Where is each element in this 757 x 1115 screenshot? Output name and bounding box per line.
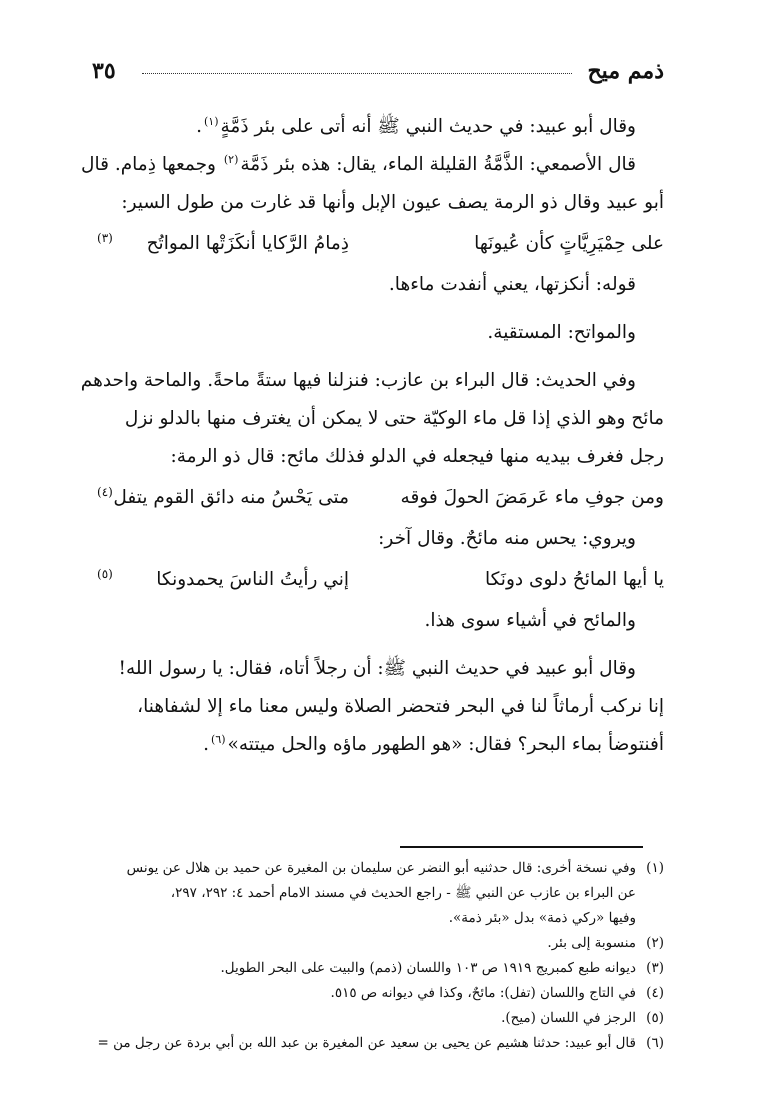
verse-second-hemistich: ذِمامُ الرَّكايا أنكَزَتْها المواتُح — [146, 233, 349, 254]
verse-first-hemistich: على حِمْيَرِيَّاتٍ كأن عُيونَها — [474, 233, 664, 254]
footnote-number: (٥) — [646, 1010, 664, 1026]
paragraph-line: وقال أبو عبيد في حديث النبي ﷺ: أن رجلاً أتاه، فقال: يا رسول الله! — [118, 658, 636, 679]
verse-line — [97, 476, 664, 520]
verse-line — [97, 222, 664, 266]
footnote-ref: (٣) — [97, 231, 113, 245]
paragraph-line: رجل فغرف بيديه منها فيجعله في الدلو فذلك مائح: قال ذو الرمة: — [170, 446, 664, 467]
footnote: (٥)الرجز في اللسان (ميح). — [97, 1006, 664, 1031]
footnote: (٤)في التاج واللسان (تفل): مائحٌ، وكذا في ديوانه ص ٥١٥. — [97, 981, 664, 1006]
footnote-number: (٣) — [646, 960, 664, 976]
footnote-ref: (٦) — [211, 732, 226, 746]
footnote-continuation: عن البراء بن عازب عن النبي ﷺ - راجع الحديث في مسند الامام أحمد ٤: ٢٩٢، ٢٩٧، — [170, 885, 636, 901]
footnote: (٦)قال أبو عبيد: حدثنا هشيم عن يحيى بن سعيد عن المغيرة بن عبد الله بن أبي بردة عن رجل من = — [97, 1031, 664, 1056]
footnotes — [97, 856, 664, 1056]
paragraph-line: والمائح في أشياء سوى هذا. — [424, 610, 636, 631]
footnote-ref: (١) — [204, 114, 219, 128]
running-title: ذمم ميح — [587, 58, 664, 84]
main-text — [80, 108, 664, 764]
footnote: (٢)منسوبة إلى بئر. — [97, 931, 664, 956]
footnote: (٣)ديوانه طبع كمبريج ١٩١٩ ص ١٠٣ واللسان (ذمم) والبيت على البحر الطويل. — [97, 956, 664, 981]
footnote-number: (٤) — [646, 985, 664, 1001]
paragraph-line: إنا نركب أرماثاً لنا في البحر فتحضر الصلاة وليس معنا ماء إلا لشفاهنا، — [137, 696, 664, 717]
paragraph-line: أبو عبيد وقال ذو الرمة يصف عيون الإبل وأنها قد غارت من طول السير: — [121, 192, 664, 213]
footnote-ref: (٤) — [97, 485, 113, 499]
footnote-ref: (٥) — [97, 567, 113, 581]
running-header — [92, 58, 664, 92]
paragraph-line: وفي الحديث: قال البراء بن عازب: فنزلنا فيها ستةً ماحةً. والماحة واحدهم — [80, 370, 636, 391]
footnote-number: (٢) — [646, 935, 664, 951]
verse-first-hemistich: ومن جوفِ ماء عَرمَضَ الحولَ فوقه — [400, 487, 664, 508]
verse-second-hemistich: إني رأيتُ الناسَ يحمدونكا — [156, 569, 349, 590]
footnote-ref: (٢) — [223, 152, 239, 166]
header-dotted-rule — [142, 73, 572, 74]
page-number: ٣٥ — [92, 58, 116, 84]
footnote-separator — [400, 846, 643, 848]
paragraph-line: مائح وهو الذي إذا قل ماء الوكيّة حتى لا يمكن أن يغترف منها بالدلو نزل — [124, 408, 664, 429]
verse-line — [97, 558, 664, 602]
verse-second-hemistich: متى يَحْسُ منه دائق القوم يتفل — [113, 487, 349, 508]
paragraph-line: قال الأصمعي: الذَّمَّةُ القليلة الماء، يقال: هذه بئر ذَمَّة$^{(٢)}$ وجمعها ذِمام. قال — [81, 152, 636, 175]
paragraph-line: ويروي: يحس منه مائحٌ. وقال آخر: — [378, 528, 636, 549]
footnote: (١)وفي نسخة أخرى: قال حدثنيه أبو النضر عن سليمان بن المغيرة عن حميد بن هلال عن يونس — [97, 856, 664, 881]
paragraph-line: وقال أبو عبيد: في حديث النبي ﷺ أنه أتى على بئر ذَمَّةٍ$^{(١)}$. — [196, 114, 636, 137]
footnote-number: (٦) — [646, 1035, 664, 1051]
paragraph-line: أفنتوضأ بماء البحر؟ فقال: «هو الطهور ماؤه والحل ميتته»$^{(٦)}$. — [203, 732, 664, 755]
footnote-continuation: وفيها «ركي ذمة» بدل «بئر ذمة». — [448, 910, 636, 926]
paragraph-line: قوله: أنكزتها، يعني أنفدت ماءها. — [388, 274, 636, 295]
paragraph-line: والمواتح: المستقية. — [487, 322, 636, 343]
footnote-number: (١) — [646, 860, 664, 876]
verse-first-hemistich: يا أيها المائحُ دلوى دونَكا — [484, 569, 664, 590]
